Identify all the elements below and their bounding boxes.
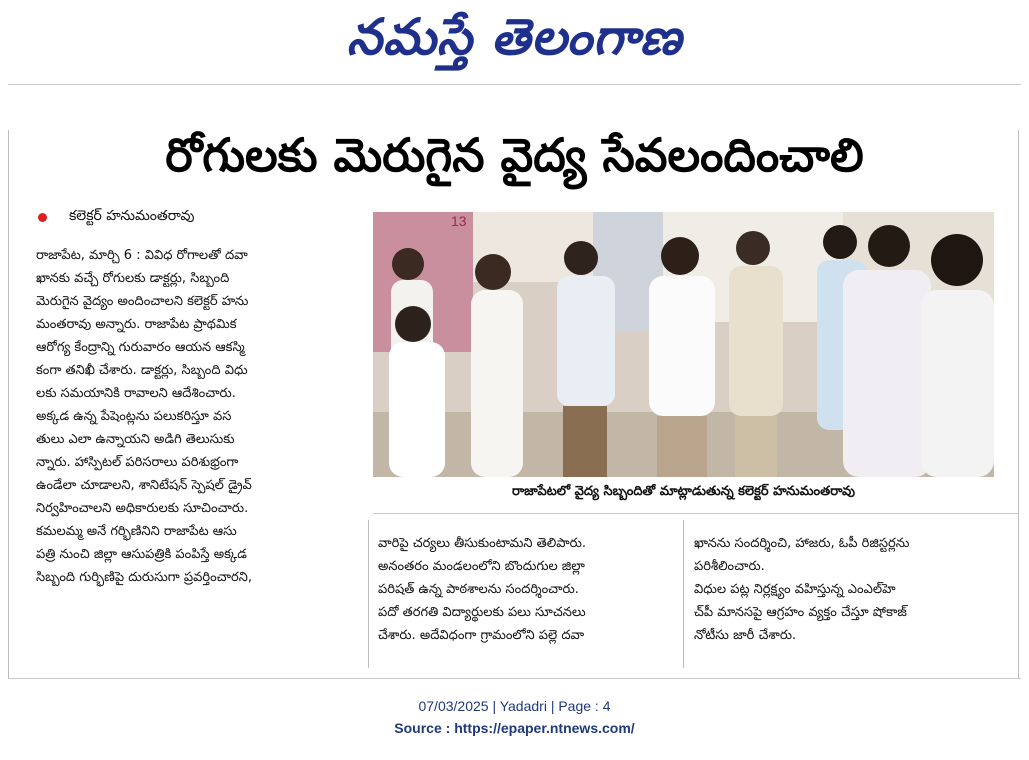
text-line: ఉండేలా చూడాలని, శానిటేషన్ స్పెషల్ డ్రైవ్	[36, 478, 252, 493]
text-line: ఆరోగ్య కేంద్రాన్ని గురువారం ఆయన ఆకస్మి	[36, 340, 245, 355]
left-border	[8, 130, 9, 678]
wall-sign: 13	[451, 213, 467, 229]
article-photo	[373, 212, 994, 477]
text-line: తులు ఎలా ఉన్నాయని అడిగి తెలుసుకు	[36, 432, 235, 447]
text-line: లకు సమయానికి రావాలని ఆదేశించారు.	[36, 386, 236, 401]
column-1	[36, 244, 366, 589]
text-line: నిర్వహించాలని అధికారులకు సూచించారు.	[36, 501, 249, 516]
text-line: చ్‌పీ మానసపై ఆగ్రహం వ్యక్తం చేస్తూ షోకాజ్	[694, 605, 907, 620]
text-line: ఖానను సందర్శించి, హాజరు, ఓపీ రిజిస్టర్లను	[694, 536, 910, 551]
footer-rule	[8, 678, 1021, 679]
text-line: పత్రి నుంచి జిల్లా ఆసుపత్రికి పంపిస్తే అక్కడ	[36, 547, 247, 562]
photo-illustration	[373, 212, 994, 477]
text-line: చేశారు. అదేవిధంగా గ్రామంలోని పల్లె దవా	[378, 628, 585, 643]
bullet-icon	[38, 213, 47, 222]
column-divider	[683, 520, 684, 668]
column-divider	[368, 520, 369, 668]
text-line: పరిశీలించారు.	[694, 559, 765, 574]
footer-date-edition: 07/03/2025 | Yadadri | Page : 4	[418, 698, 611, 714]
caption-rule	[373, 513, 1018, 514]
right-border	[1018, 130, 1019, 678]
text-line: పరిషత్ ఉన్న పాఠశాలను సందర్శించారు.	[378, 582, 579, 597]
text-line: నోటీసు జారీ చేశారు.	[694, 628, 797, 643]
text-line: వారిపై చర్యలు తీసుకుంటామని తెలిపారు.	[378, 536, 586, 551]
text-line: రాజాపేట, మార్చి 6 : వివిధ రోగాలతో దవా	[36, 248, 248, 263]
footer-source: Source : https://epaper.ntnews.com/	[394, 720, 635, 736]
text-line: కమలమ్మ అనే గర్భిణినిని రాజాపేట ఆసు	[36, 524, 237, 539]
text-line: ఖానకు వచ్చే రోగులకు డాక్టర్లు, సిబ్బంది	[36, 271, 230, 286]
text-line: అనంతరం మండలంలోని బొందుగుల జిల్లా	[378, 559, 585, 574]
text-line: మెరుగైన వైద్యం అందించాలని కలెక్టర్ హను	[36, 294, 249, 309]
text-line: అక్కడ ఉన్న పేషెంట్లను పలుకరిస్తూ వస	[36, 409, 232, 424]
masthead-rule	[8, 84, 1021, 85]
masthead-title: నమస్తే తెలంగాణ	[346, 7, 683, 66]
text-line: కంగా తనిఖీ చేశారు. డాక్టర్లు, సిబ్బంది విధు	[36, 363, 248, 378]
photo-caption: రాజాపేటలో వైద్య సిబ్బందితో మాట్లాడుతున్న కలెక్టర్ హనుమంతరావు	[511, 484, 856, 499]
headline: రోగులకు మెరుగైన వైద్య సేవలందించాలి	[165, 128, 864, 182]
column-2	[378, 532, 678, 647]
byline-text: కలెక్టర్ హనుమంతరావు	[69, 208, 195, 224]
text-line: మంతరావు అన్నారు. రాజాపేట ప్రాథమిక	[36, 317, 237, 332]
byline	[38, 208, 194, 227]
text-line: న్నారు. హాస్పిటల్ పరిసరాలు పరిశుభ్రంగా	[36, 455, 239, 470]
text-line: సిబ్బంది గుర్భిణిపై దురుసుగా ప్రవర్తించారని,	[36, 570, 252, 585]
column-3	[694, 532, 1004, 647]
text-line: పదో తరగతి విద్యార్థులకు పలు సూచనలు	[378, 605, 586, 620]
text-line: విధుల పట్ల నిర్లక్ష్యం వహిస్తున్న ఎంఎల్‌హె	[694, 582, 896, 597]
